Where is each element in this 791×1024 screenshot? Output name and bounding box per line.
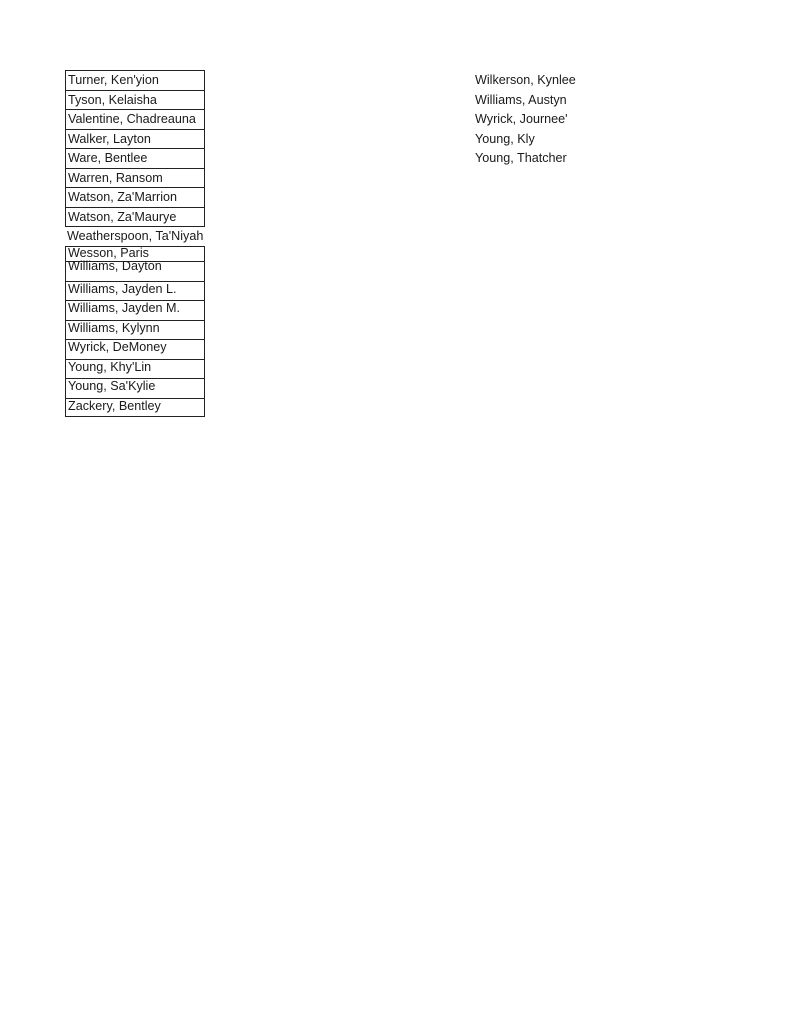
list-item: Wyrick, DeMoney bbox=[65, 339, 205, 359]
lower-name-grid bbox=[65, 261, 207, 417]
list-item: Watson, Za'Marrion bbox=[65, 187, 205, 207]
list-item: Walker, Layton bbox=[65, 129, 205, 149]
list-item: Williams, Austyn bbox=[475, 92, 567, 107]
list-item: Williams, Jayden L. bbox=[65, 281, 205, 301]
list-item: Young, Kly bbox=[475, 131, 535, 146]
list-item: Ware, Bentlee bbox=[65, 148, 205, 168]
list-item: Valentine, Chadreauna bbox=[65, 109, 205, 129]
right-name-list bbox=[475, 70, 675, 168]
left-name-list bbox=[65, 70, 207, 417]
list-item: Williams, Dayton bbox=[65, 261, 205, 281]
list-item: Williams, Kylynn bbox=[65, 320, 205, 340]
list-item: Turner, Ken'yion bbox=[65, 70, 205, 90]
list-item: Weatherspoon, Ta'Niyah bbox=[65, 226, 205, 246]
list-item: Wyrick, Journee' bbox=[475, 112, 568, 126]
list-item: Williams, Jayden M. bbox=[65, 300, 205, 320]
list-item: Warren, Ransom bbox=[65, 168, 205, 188]
list-item: Wesson, Paris bbox=[65, 246, 205, 262]
list-item: Wilkerson, Kynlee bbox=[475, 73, 576, 87]
list-item: Watson, Za'Maurye bbox=[65, 207, 205, 227]
list-item: Young, Khy'Lin bbox=[65, 359, 205, 379]
list-item: Tyson, Kelaisha bbox=[65, 90, 205, 110]
list-item: Young, Thatcher bbox=[475, 151, 567, 165]
list-item: Zackery, Bentley bbox=[65, 398, 205, 418]
list-item: Young, Sa'Kylie bbox=[65, 378, 205, 398]
